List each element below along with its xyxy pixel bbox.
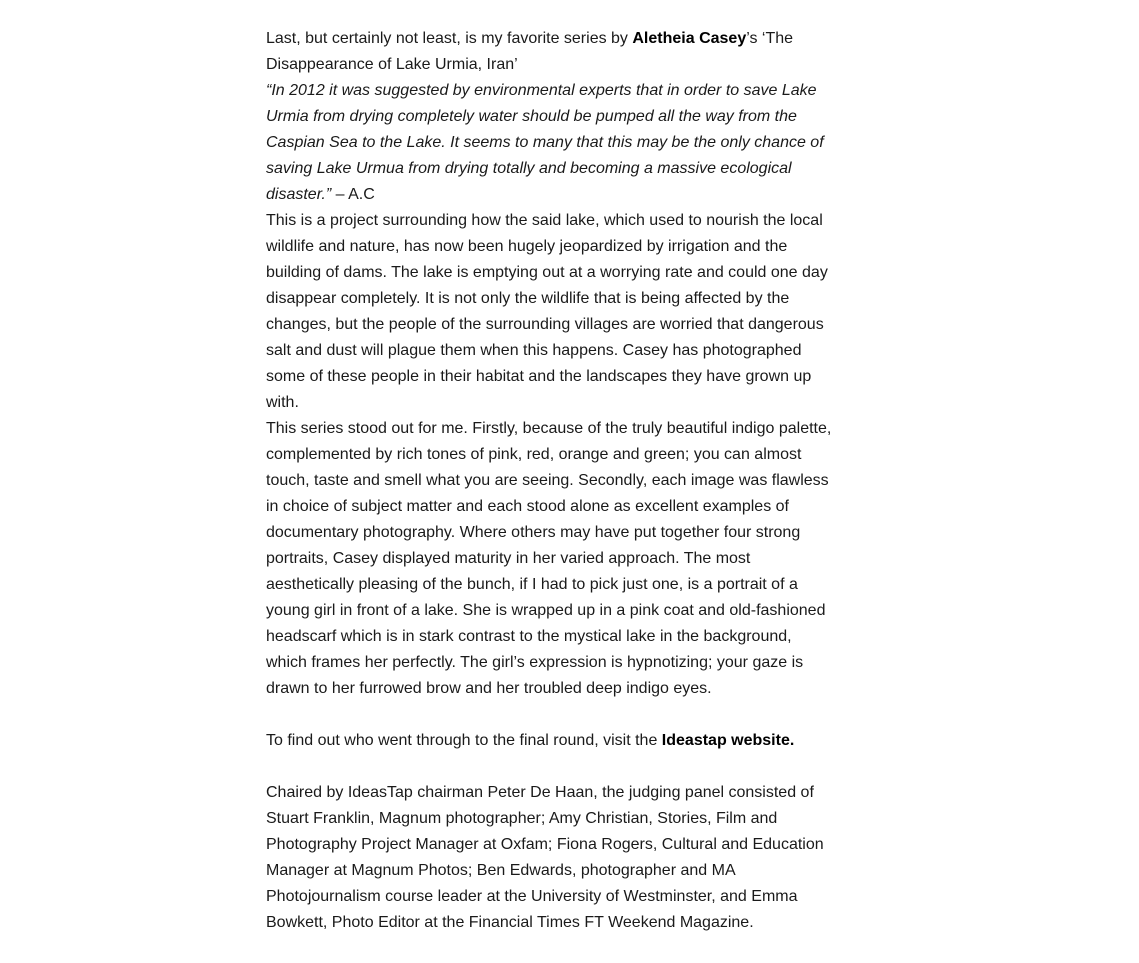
intro-paragraph [266,26,836,78]
final-round-paragraph [266,728,836,754]
standout-paragraph: This series stood out for me. Firstly, because of the truly beautiful indigo palette, complemented by rich tones of pink, red, orange and green; you can almost touch, taste and smell what you are seeing. Secondly, each image was flawless in choice of subject matter and each stood alone as excellent examples of documentary photography. Where others may have put together four strong portraits, Casey displayed maturity in her varied approach. The most aesthetically pleasing of the bunch, if I had to pick just one, is a portrait of a young girl in front of a lake. She is wrapped up in a pink coat and old-fashioned headscarf which is in stark contrast to the mystical lake in the background, which frames her perfectly. The girl’s expression is hypnotizing; your gaze is drawn to her furrowed brow and her troubled deep indigo eyes. [266,420,832,697]
quote-attribution: – A.C [331,186,375,203]
artist-quote [266,78,836,208]
article-body [266,26,836,936]
intro-prefix: Last, but certainly not least, is my favorite series by [266,30,633,47]
paragraph-spacer [266,702,836,728]
series-title: ’s ‘The Disappearance of Lake Urmia, Iran’ [266,30,794,73]
judges-paragraph: Chaired by IdeasTap chairman Peter De Haan, the judging panel consisted of Stuart Franklin, Magnum photographer; Amy Christian, Stories, Film and Photography Project Manager at Oxfam; Fiona Rogers, Cultural and Education Manager at Magnum Photos; Ben Edwards, photographer and MA Photojournalism course leader at the University of Westminster, and Emma Bowkett, Photo Editor at the Financial Times FT Weekend Magazine. [266,784,824,931]
paragraph-spacer [266,754,836,780]
final-round-prefix: To find out who went through to the final round, visit the [266,732,662,749]
project-paragraph: This is a project surrounding how the said lake, which used to nourish the local wildlife and nature, has now been hugely jeopardized by irrigation and the building of dams. The lake is emptying out at a worrying rate and could one day disappear completely. It is not only the wildlife that is being affected by the changes, but the people of the surrounding villages are worried that dangerous salt and dust will plague them when this happens. Casey has photographed some of these people in their habitat and the landscapes they have grown up with. [266,212,828,411]
ideastap-website-link[interactable]: Ideastap website. [661,732,795,749]
quote-text: “In 2012 it was suggested by environmental experts that in order to save Lake Urmia from drying completely water should be pumped all the way from the Caspian Sea to the Lake. It seems to many that this may be the only chance of saving Lake Urmua from drying totally and becoming a massive ecological disaster.” [266,82,824,203]
artist-name: Aletheia Casey [632,30,747,47]
